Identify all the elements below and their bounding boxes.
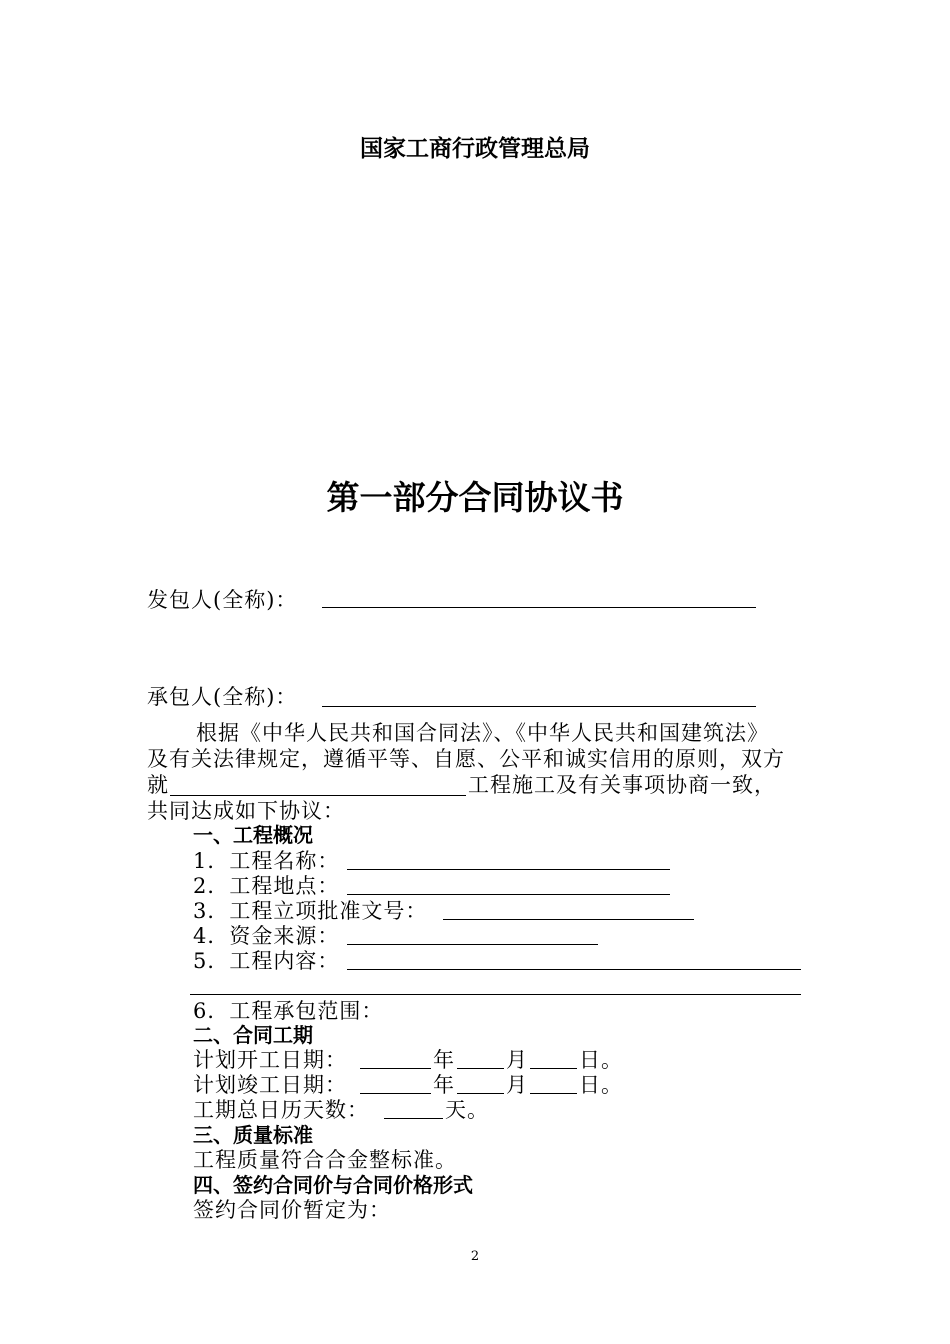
section-2-heading: 二、合同工期 [193,1023,313,1047]
total-days-field[interactable] [384,1118,443,1119]
item-funding-source-label: 4．资金来源： [193,924,340,948]
project-name-field[interactable] [170,795,466,796]
page-title: 第一部分合同协议书 [326,478,624,517]
contract-price-text: 签约合同价暂定为： [193,1198,391,1222]
preamble-line-2: 及有关法律规定，遵循平等、自愿、公平和诚实信用的原则，双方 [147,747,785,771]
section-3-heading: 三、质量标准 [193,1123,313,1147]
item-project-content-label: 5．工程内容： [193,949,340,973]
end-month-field[interactable] [457,1093,504,1094]
item-approval-number-field[interactable] [443,919,694,920]
item-project-location-field[interactable] [347,894,670,895]
item-project-name-label: 1．工程名称： [193,849,340,873]
total-days-label: 工期总日历天数： [193,1098,369,1122]
start-day-field[interactable] [530,1068,577,1069]
end-month-unit: 月 [506,1073,528,1097]
employer-label: 发包人(全称)： [147,588,298,612]
item-project-name-field[interactable] [347,869,670,870]
item-funding-source-field[interactable] [347,944,598,945]
total-days-unit: 天。 [445,1098,489,1122]
section-1-heading: 一、工程概况 [193,823,313,847]
preamble-line-4: 共同达成如下协议： [147,799,345,823]
end-day-field[interactable] [530,1093,577,1094]
item-project-location-label: 2．工程地点： [193,874,340,898]
preamble-line-3-prefix: 就 [147,773,169,797]
start-year-field[interactable] [360,1068,431,1069]
end-day-unit: 日。 [579,1073,623,1097]
preamble-line-3-suffix: 工程施工及有关事项协商一致， [468,773,776,797]
item-project-content-field[interactable] [347,969,801,970]
planned-start-label: 计划开工日期： [193,1048,347,1072]
item-contract-scope-label: 6．工程承包范围： [193,999,384,1023]
section-4-heading: 四、签约合同价与合同价格形式 [193,1173,473,1197]
planned-completion-label: 计划竣工日期： [193,1073,347,1097]
start-year-unit: 年 [433,1048,455,1072]
issuing-authority: 国家工商行政管理总局 [360,136,590,162]
quality-standard-text: 工程质量符合合金整标准。 [193,1148,457,1172]
end-year-unit: 年 [433,1073,455,1097]
start-month-field[interactable] [457,1068,504,1069]
preamble-line-1: 根据《中华人民共和国合同法》、《中华人民共和国建筑法》 [196,721,769,745]
employer-name-field[interactable] [322,607,756,608]
contractor-name-field[interactable] [322,706,756,707]
item-approval-number-label: 3．工程立项批准文号： [193,899,428,923]
item-project-content-field-continued[interactable] [190,994,801,995]
contractor-label: 承包人(全称)： [147,685,298,709]
page-number: 2 [470,1249,480,1264]
end-year-field[interactable] [360,1093,431,1094]
start-month-unit: 月 [506,1048,528,1072]
start-day-unit: 日。 [579,1048,623,1072]
